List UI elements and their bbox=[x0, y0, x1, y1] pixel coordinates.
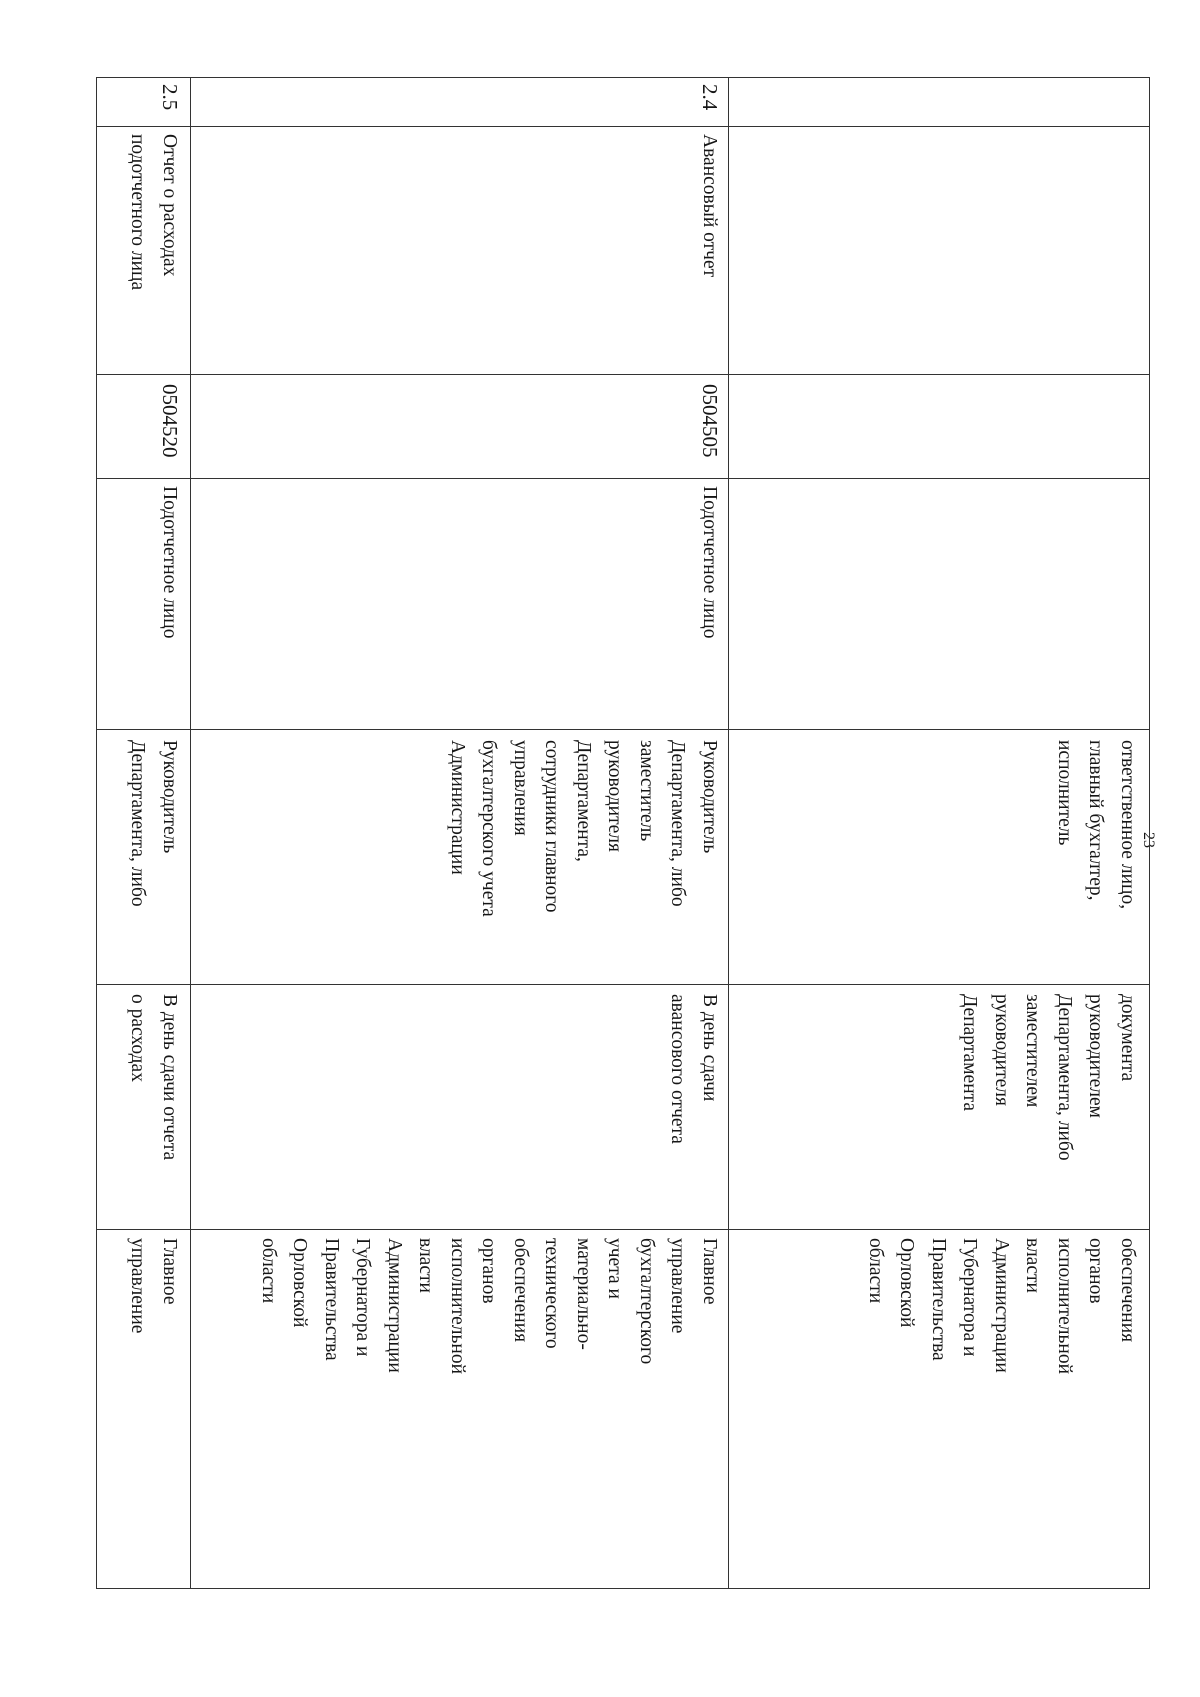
cell-recipient: Главное управление бухгалтерского учета и материально- технического обеспечения органов исполнительной власти Администрации Губернатора и Правительства Орловской области bbox=[258, 1238, 720, 1375]
document-table bbox=[96, 77, 1150, 1589]
column-divider bbox=[97, 126, 1149, 127]
cell-prepared-by: Подотчетное лицо bbox=[699, 486, 720, 639]
cell-signed-by: Руководитель Департамента, либо bbox=[127, 740, 180, 907]
cell-form-code: 0504520 bbox=[158, 384, 182, 458]
cell-deadline: В день сдачи авансового отчета bbox=[667, 994, 720, 1144]
cell-recipient: обеспечения органов исполнительной власти Администрации Губернатора и Правительства Орловской области bbox=[865, 1238, 1138, 1375]
cell-signed-by: Руководитель Департамента, либо заместитель руководителя Департамента, сотрудники главного управления бухгалтерского учета Администрации bbox=[447, 740, 720, 917]
page-number: 23 bbox=[1140, 832, 1157, 848]
cell-name: Отчет о расходах подотчетного лица bbox=[127, 134, 180, 291]
column-divider bbox=[97, 729, 1149, 730]
row-divider bbox=[190, 78, 191, 1588]
cell-deadline: В день сдачи отчета о расходах bbox=[127, 994, 180, 1161]
cell-recipient: Главное управление bbox=[127, 1238, 180, 1334]
cell-number: 2.5 bbox=[158, 84, 182, 111]
column-divider bbox=[97, 984, 1149, 985]
cell-name: Авансовый отчет bbox=[699, 134, 720, 278]
column-divider bbox=[97, 478, 1149, 479]
cell-prepared-by: Подотчетное лицо bbox=[159, 486, 180, 639]
cell-number: 2.4 bbox=[698, 84, 722, 111]
column-divider bbox=[97, 374, 1149, 375]
cell-form-code: 0504505 bbox=[698, 384, 722, 458]
column-divider bbox=[97, 1229, 1149, 1230]
row-divider bbox=[728, 78, 729, 1588]
cell-responsible: ответственное лицо, главный бухгалтер, исполнитель bbox=[1054, 740, 1138, 910]
cell-deadline: документа руководителем Департамента, либо заместителем руководителя Департамента bbox=[959, 994, 1138, 1161]
